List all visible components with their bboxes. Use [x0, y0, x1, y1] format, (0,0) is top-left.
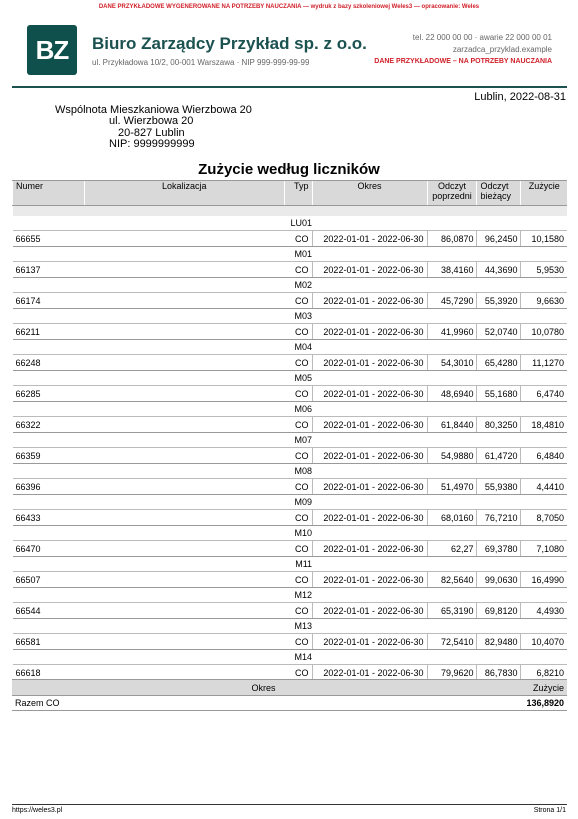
cell-biezacy: 55,9380	[477, 479, 521, 495]
cell-okres: 2022-01-01 - 2022-06-30	[312, 417, 427, 433]
cell-numer: 66507	[13, 572, 85, 588]
footer-page: Strona 1/1	[533, 807, 566, 814]
cell-typ: CO	[284, 324, 312, 340]
table-row	[13, 417, 568, 433]
summary-table	[12, 679, 567, 711]
cell-biezacy: 86,7830	[477, 665, 521, 681]
recipient-name: Wspólnota Mieszkaniowa Wierzbowa 20	[55, 104, 252, 116]
cell-poprzedni: 41,9960	[427, 324, 477, 340]
cell-okres: 2022-01-01 - 2022-06-30	[312, 324, 427, 340]
cell-biezacy: 80,3250	[477, 417, 521, 433]
recipient-street: ul. Wierzbowa 20	[109, 115, 194, 127]
cell-okres: 2022-01-01 - 2022-06-30	[312, 231, 427, 247]
cell-zuzycie: 16,4990	[521, 572, 567, 588]
table-row	[13, 603, 568, 619]
cell-lokalizacja	[84, 510, 284, 526]
contact-phone: tel. 22 000 00 00 · awarie 22 000 00 01	[412, 33, 552, 42]
company-logo: BZ	[27, 25, 77, 75]
table-row	[13, 634, 568, 650]
cell-okres: 2022-01-01 - 2022-06-30	[312, 262, 427, 278]
cell-biezacy: 61,4720	[477, 448, 521, 464]
group-row	[13, 650, 568, 665]
col-okres: Okres	[312, 181, 427, 206]
cell-zuzycie: 6,4840	[521, 448, 567, 464]
cell-numer: 66359	[13, 448, 85, 464]
col-numer: Numer	[13, 181, 85, 206]
cell-lokalizacja	[84, 479, 284, 495]
cell-biezacy: 55,1680	[477, 386, 521, 402]
cell-numer: 66581	[13, 634, 85, 650]
meter-table	[12, 180, 567, 681]
group-row	[13, 340, 568, 355]
group-label: M12	[294, 590, 313, 600]
group-label: M08	[294, 466, 313, 476]
cell-numer: 66470	[13, 541, 85, 557]
cell-lokalizacja	[84, 355, 284, 371]
cell-zuzycie: 11,1270	[521, 355, 567, 371]
header-rule	[12, 86, 567, 88]
group-label: M06	[294, 404, 313, 414]
cell-zuzycie: 4,4410	[521, 479, 567, 495]
footer-rule	[12, 804, 567, 805]
cell-okres: 2022-01-01 - 2022-06-30	[312, 355, 427, 371]
group-label: M03	[294, 311, 313, 321]
recipient-nip: NIP: 9999999999	[109, 138, 195, 150]
summary-total: 136,8920	[515, 696, 567, 711]
col-zuzycie: Zużycie	[521, 181, 567, 206]
col-typ: Typ	[284, 181, 312, 206]
cell-zuzycie: 18,4810	[521, 417, 567, 433]
cell-okres: 2022-01-01 - 2022-06-30	[312, 603, 427, 619]
cell-biezacy: 55,3920	[477, 293, 521, 309]
group-row	[13, 247, 568, 262]
contact-note: DANE PRZYKŁADOWE – NA POTRZEBY NAUCZANIA	[374, 58, 552, 65]
cell-typ: CO	[284, 510, 312, 526]
cell-biezacy: 99,0630	[477, 572, 521, 588]
cell-poprzedni: 54,3010	[427, 355, 477, 371]
cell-poprzedni: 45,7290	[427, 293, 477, 309]
group-row	[13, 557, 568, 572]
cell-poprzedni: 86,0870	[427, 231, 477, 247]
cell-poprzedni: 68,0160	[427, 510, 477, 526]
cell-okres: 2022-01-01 - 2022-06-30	[312, 572, 427, 588]
cell-lokalizacja	[84, 262, 284, 278]
cell-numer: 66544	[13, 603, 85, 619]
cell-okres: 2022-01-01 - 2022-06-30	[312, 634, 427, 650]
document-date: Lublin, 2022-08-31	[474, 91, 566, 103]
table-row	[13, 572, 568, 588]
cell-zuzycie: 7,1080	[521, 541, 567, 557]
table-row	[13, 293, 568, 309]
group-row	[13, 278, 568, 293]
summary-label: Razem CO	[12, 696, 515, 711]
group-label: M07	[294, 435, 313, 445]
cell-biezacy: 69,3780	[477, 541, 521, 557]
cell-typ: CO	[284, 479, 312, 495]
table-row	[13, 231, 568, 247]
cell-biezacy: 96,2450	[477, 231, 521, 247]
cell-numer: 66211	[13, 324, 85, 340]
cell-lokalizacja	[84, 231, 284, 247]
cell-biezacy: 44,3690	[477, 262, 521, 278]
cell-typ: CO	[284, 231, 312, 247]
cell-lokalizacja	[84, 324, 284, 340]
col-odczyt-poprzedni: Odczyt poprzedni	[427, 181, 477, 206]
group-row	[13, 309, 568, 324]
summary-col-okres: Okres	[12, 680, 515, 696]
cell-lokalizacja	[84, 386, 284, 402]
cell-numer: 66322	[13, 417, 85, 433]
group-row	[13, 216, 568, 231]
group-row	[13, 619, 568, 634]
cell-numer: 66174	[13, 293, 85, 309]
cell-numer: 66618	[13, 665, 85, 681]
table-row	[13, 541, 568, 557]
cell-numer: 66285	[13, 386, 85, 402]
group-label: M04	[294, 342, 313, 352]
cell-zuzycie: 5,9530	[521, 262, 567, 278]
recipient-city: 20-827 Lublin	[118, 127, 185, 139]
cell-poprzedni: 61,8440	[427, 417, 477, 433]
group-label: M11	[295, 559, 313, 569]
cell-zuzycie: 6,4740	[521, 386, 567, 402]
cell-typ: CO	[284, 262, 312, 278]
cell-biezacy: 52,0740	[477, 324, 521, 340]
cell-okres: 2022-01-01 - 2022-06-30	[312, 510, 427, 526]
group-row	[13, 402, 568, 417]
cell-lokalizacja	[84, 634, 284, 650]
group-row	[13, 526, 568, 541]
cell-okres: 2022-01-01 - 2022-06-30	[312, 541, 427, 557]
cell-numer: 66137	[13, 262, 85, 278]
table-row	[13, 386, 568, 402]
cell-okres: 2022-01-01 - 2022-06-30	[312, 293, 427, 309]
contact-email: zarzadca_przyklad.example	[452, 45, 552, 54]
cell-lokalizacja	[84, 417, 284, 433]
company-name: Biuro Zarządcy Przykład sp. z o.o.	[92, 34, 367, 53]
cell-zuzycie: 4,4930	[521, 603, 567, 619]
cell-zuzycie: 10,4070	[521, 634, 567, 650]
cell-okres: 2022-01-01 - 2022-06-30	[312, 386, 427, 402]
table-row	[13, 262, 568, 278]
cell-typ: CO	[284, 386, 312, 402]
cell-typ: CO	[284, 572, 312, 588]
cell-biezacy: 69,8120	[477, 603, 521, 619]
cell-okres: 2022-01-01 - 2022-06-30	[312, 448, 427, 464]
cell-typ: CO	[284, 634, 312, 650]
group-label: LU01	[290, 218, 313, 228]
group-row	[13, 464, 568, 479]
group-label: M14	[294, 652, 313, 662]
cell-okres: 2022-01-01 - 2022-06-30	[312, 665, 427, 681]
cell-poprzedni: 72,5410	[427, 634, 477, 650]
company-address: ul. Przykładowa 10/2, 00-001 Warszawa · NIP 999-999-99-99	[92, 58, 310, 67]
cell-zuzycie: 6,8210	[521, 665, 567, 681]
cell-poprzedni: 82,5640	[427, 572, 477, 588]
cell-typ: CO	[284, 293, 312, 309]
cell-poprzedni: 65,3190	[427, 603, 477, 619]
group-label: M10	[294, 528, 313, 538]
cell-numer: 66248	[13, 355, 85, 371]
cell-zuzycie: 9,6630	[521, 293, 567, 309]
cell-poprzedni: 79,9620	[427, 665, 477, 681]
cell-zuzycie: 8,7050	[521, 510, 567, 526]
cell-typ: CO	[284, 448, 312, 464]
cell-poprzedni: 48,6940	[427, 386, 477, 402]
cell-zuzycie: 10,1580	[521, 231, 567, 247]
table-spacer	[13, 206, 568, 217]
table-row	[13, 510, 568, 526]
cell-typ: CO	[284, 603, 312, 619]
cell-lokalizacja	[84, 448, 284, 464]
table-row	[13, 355, 568, 371]
group-row	[13, 433, 568, 448]
group-label: M13	[294, 621, 313, 631]
group-row	[13, 495, 568, 510]
cell-biezacy: 76,7210	[477, 510, 521, 526]
group-row	[13, 588, 568, 603]
cell-okres: 2022-01-01 - 2022-06-30	[312, 479, 427, 495]
group-label: M09	[294, 497, 313, 507]
summary-col-zuzycie: Zużycie	[515, 680, 567, 696]
col-odczyt-biezacy: Odczyt bieżący	[477, 181, 521, 206]
table-row	[13, 479, 568, 495]
cell-poprzedni: 62,27	[427, 541, 477, 557]
cell-lokalizacja	[84, 603, 284, 619]
cell-lokalizacja	[84, 572, 284, 588]
cell-biezacy: 82,9480	[477, 634, 521, 650]
cell-zuzycie: 10,0780	[521, 324, 567, 340]
group-label: M02	[294, 280, 313, 290]
table-row	[13, 324, 568, 340]
cell-typ: CO	[284, 665, 312, 681]
training-banner: DANE PRZYKŁADOWE WYGENEROWANE NA POTRZEBY NAUCZANIA — wydruk z bazy szkoleniowej Weles3 — opracowanie: Weles	[98, 4, 480, 10]
cell-poprzedni: 51,4970	[427, 479, 477, 495]
group-label: M01	[294, 249, 313, 259]
cell-numer: 66396	[13, 479, 85, 495]
cell-lokalizacja	[84, 541, 284, 557]
cell-biezacy: 65,4280	[477, 355, 521, 371]
cell-poprzedni: 38,4160	[427, 262, 477, 278]
cell-numer: 66655	[13, 231, 85, 247]
report-title: Zużycie według liczników	[198, 161, 380, 178]
group-row	[13, 371, 568, 386]
cell-typ: CO	[284, 541, 312, 557]
footer-url: https://weles3.pl	[12, 807, 63, 814]
cell-lokalizacja	[84, 293, 284, 309]
cell-typ: CO	[284, 417, 312, 433]
table-row	[13, 448, 568, 464]
group-label: M05	[294, 373, 313, 383]
cell-typ: CO	[284, 355, 312, 371]
col-lokalizacja: Lokalizacja	[84, 181, 284, 206]
cell-numer: 66433	[13, 510, 85, 526]
cell-poprzedni: 54,9880	[427, 448, 477, 464]
